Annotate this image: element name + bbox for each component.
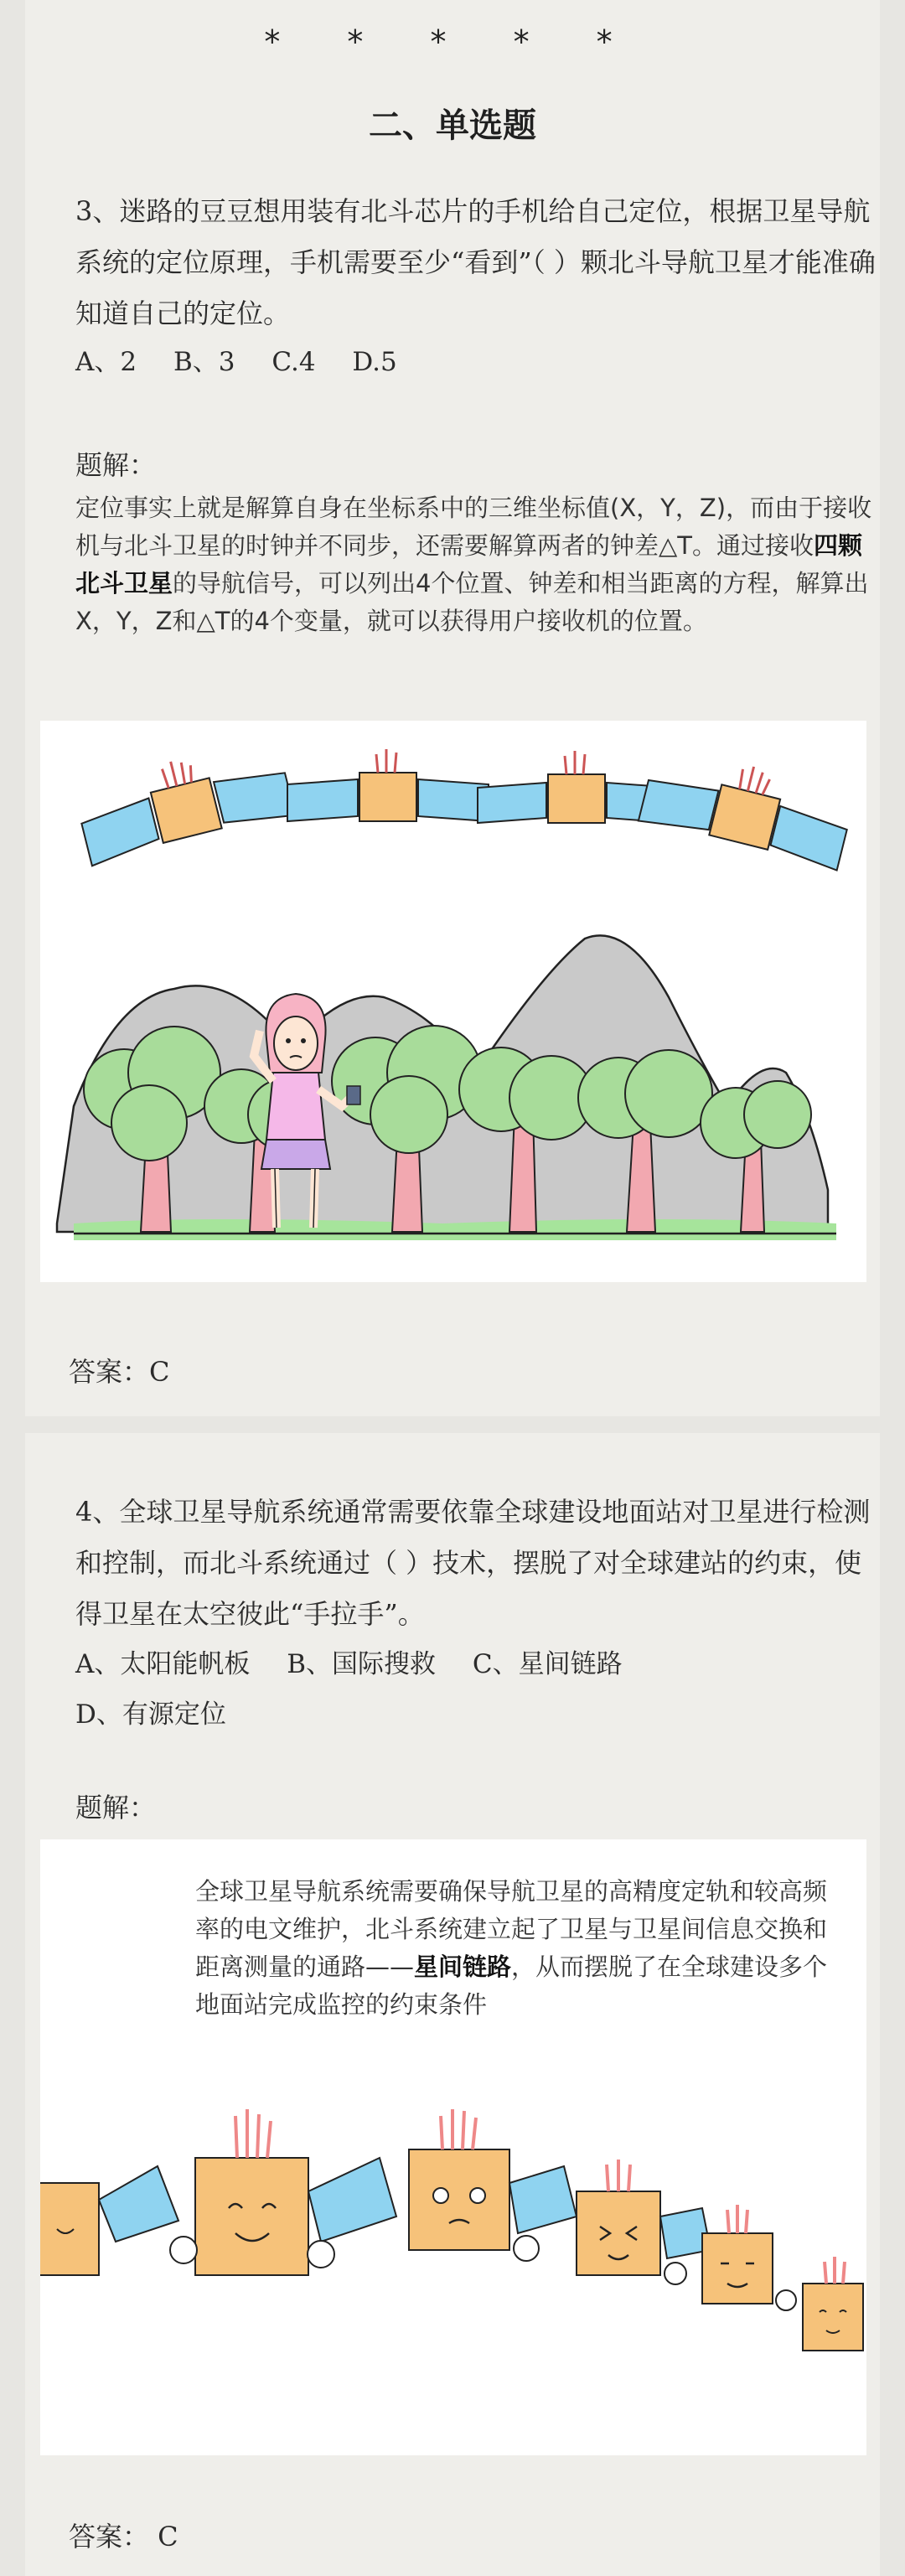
question-4-options-row-2 — [75, 1689, 880, 1740]
question-4-options-row-1 — [75, 1639, 880, 1689]
option-b[interactable]: B、3 — [173, 347, 235, 377]
option-d[interactable]: D、有源定位 — [75, 1699, 226, 1730]
satellite-chain-svg — [40, 1839, 866, 2455]
section-divider-stars: * * * * * — [264, 23, 641, 60]
illustration-lost-girl — [40, 721, 866, 1282]
option-a[interactable]: A、2 — [75, 347, 137, 377]
question-4-panel — [25, 1433, 880, 2576]
satellite-character-icon — [409, 2109, 577, 2261]
satellite-character-icon — [170, 2109, 396, 2275]
explain-text-pre: 定位事实上就是解算自身在坐标系中的三维坐标值(X，Y，Z)，而由于接收机与北斗卫星的时钟并不同步，还需要解算两者的钟差△T。通过接收 — [75, 494, 872, 560]
question-3-panel — [25, 0, 880, 1416]
option-b[interactable]: B、国际搜救 — [287, 1649, 437, 1679]
option-d[interactable]: D.5 — [352, 347, 397, 377]
question-3-text: 3、迷路的豆豆想用装有北斗芯片的手机给自己定位，根据卫星导航系统的定位原理，手机需要至少“看到”（ ）颗北斗导航卫星才能准确知道自己的定位。 — [75, 195, 876, 329]
question-4-text: 4、全球卫星导航系统通常需要依靠全球建设地面站对卫星进行检测和控制，而北斗系统通过（ ）技术，摆脱了对全球建站的约束，使得卫星在太空彼此“手拉手”。 — [75, 1496, 871, 1630]
satellite-character-icon — [702, 2205, 796, 2310]
illustration-satellite-chain — [40, 1839, 866, 2455]
explain-text-post: ，从而摆脱了在全球建设多个地面站完成监控的约束条件 — [195, 1953, 828, 2019]
question-3-explanation — [75, 489, 880, 640]
explain-text-pre: 全球卫星导航系统需要确保导航卫星的高精度定轨和较高频率的电文维护，北斗系统建立起了卫星与卫星间信息交换和距离测量的通路—— — [195, 1877, 828, 1981]
satellite-character-icon — [803, 2257, 863, 2351]
satellite-icon — [72, 736, 295, 866]
explain-label: 题解： — [75, 449, 157, 481]
question-3-answer: 答案：C — [69, 1356, 170, 1388]
question-4-answer: 答案： C — [69, 2521, 178, 2553]
option-c[interactable]: C、星间链路 — [472, 1649, 623, 1679]
explain-label: 题解： — [75, 1792, 157, 1823]
phone-icon — [347, 1086, 360, 1104]
section-title: 二、单选题 — [369, 106, 536, 145]
option-c[interactable]: C.4 — [272, 347, 316, 377]
satellite-icon — [287, 749, 489, 821]
option-a[interactable]: A、太阳能帆板 — [75, 1649, 251, 1679]
satellite-character-icon — [40, 2166, 178, 2275]
satellite-character-icon — [577, 2160, 711, 2284]
explain-text-post: 的导航信号，可以列出4个位置、钟差和相当距离的方程，解算出X，Y，Z和△T的4个变量，就可以获得用户接收机的位置。 — [75, 569, 869, 635]
explain-highlight: 四颗北斗卫星 — [75, 531, 863, 597]
explain-highlight: 星间链路 — [414, 1953, 512, 1981]
question-3-options — [75, 337, 880, 387]
satellite-icon — [639, 742, 856, 870]
lost-girl-satellites-svg — [40, 721, 866, 1282]
